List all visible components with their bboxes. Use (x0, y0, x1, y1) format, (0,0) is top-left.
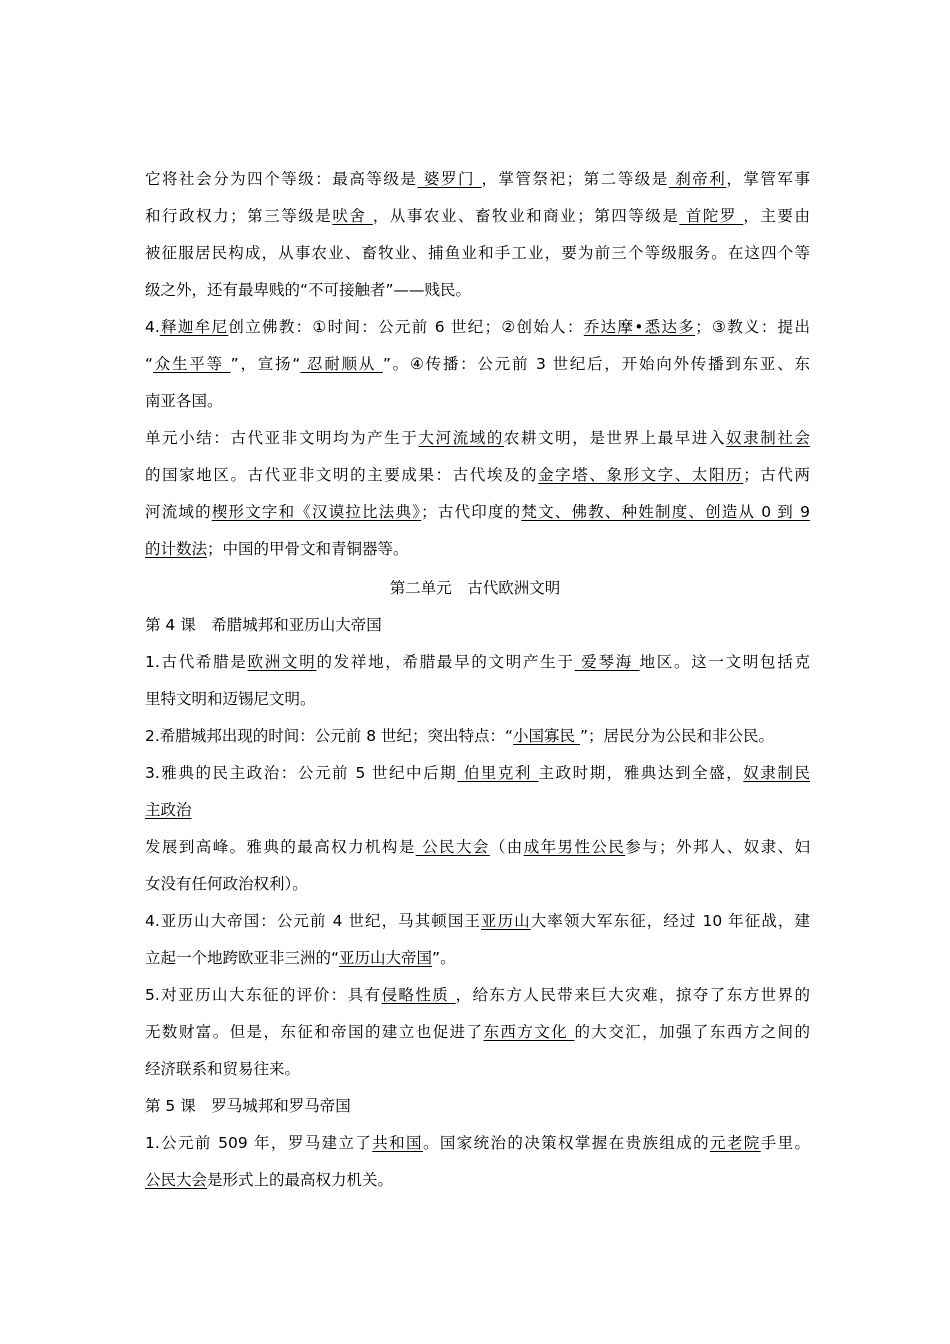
text-segment: 的大交汇，加强了东西方之间的 (574, 1023, 810, 1041)
text-segment: 主政时期，雅典达到全盛， (538, 764, 744, 782)
text-line (145, 1169, 810, 1191)
text-line (145, 651, 810, 673)
text-line (145, 910, 810, 932)
text-segment: 2.希腊城邦出现的时间：公元前 8 世纪；突出特点：“ (145, 727, 514, 745)
text-segment: ”；居民分为公民和非公民。 (579, 727, 775, 745)
underlined-answer: 金字塔、象形文字、太阳历 (538, 466, 744, 484)
text-segment: 女没有任何政治权利）。 (145, 875, 308, 893)
text-line (145, 614, 810, 636)
text-segment: 第 5 课 罗马城邦和罗马帝国 (145, 1097, 351, 1115)
text-line (145, 538, 810, 560)
text-line (145, 501, 810, 523)
text-segment: 农耕文明，是世界上最早进入 (503, 429, 727, 447)
underlined-answer: 公民大会 (415, 838, 490, 856)
underlined-answer: 公民大会 (145, 1171, 208, 1189)
text-segment: 。国家统治的决策权掌握在贵族组成的 (422, 1134, 711, 1152)
underlined-answer: 主政治 (145, 801, 192, 819)
text-segment: 5.对亚历山大东征的评价：具有 (145, 986, 382, 1004)
underlined-answer: 爱琴海 (574, 653, 640, 671)
text-segment: 第 4 课 希腊城邦和亚历山大帝国 (145, 616, 382, 634)
text-segment: 无数财富。但是，东征和帝国的建立也促进了 (145, 1023, 484, 1041)
underlined-answer: 侵略性质 (381, 986, 456, 1004)
text-line (145, 242, 810, 264)
text-line (145, 353, 810, 375)
underlined-answer: 奴隶制社会 (726, 429, 810, 447)
text-segment: ”。④传播：公元前 3 世纪后，开始向外传播到东亚、东 (382, 355, 810, 373)
underlined-answer: 亚历山 (481, 912, 531, 930)
unit-heading (0, 577, 950, 599)
underlined-answer: 小国寡民 (513, 727, 580, 745)
underlined-answer: 释迦牟尼 (159, 318, 229, 336)
text-line (145, 1132, 810, 1154)
text-segment: 发展到高峰。雅典的最高权力机构是 (145, 838, 416, 856)
text-line (145, 464, 810, 486)
text-segment: 4. (145, 318, 160, 336)
text-segment: 南亚各国。 (145, 392, 223, 410)
text-segment: 1.古代希腊是 (145, 653, 248, 671)
underlined-answer: 忍耐顺从 (300, 355, 383, 373)
text-line (145, 168, 810, 190)
text-line (145, 390, 810, 412)
text-line (145, 984, 810, 1006)
text-segment: ，主要由 (743, 207, 810, 225)
text-segment: ”，宣扬“ (230, 355, 301, 373)
text-line (145, 279, 810, 301)
underlined-answer: 婆罗门 (417, 170, 482, 188)
text-segment: 它将社会分为四个等级：最高等级是 (145, 170, 418, 188)
text-segment: ；古代印度的 (421, 503, 522, 521)
underlined-answer: 刹帝利 (668, 170, 727, 188)
text-segment: ；③教义：提出 (695, 318, 810, 336)
text-segment: 和行政权力；第三等级是 (145, 207, 333, 225)
text-segment: 立起一个地跨欧亚非三洲的“ (145, 949, 340, 967)
text-line (145, 205, 810, 227)
text-segment: ；古代两 (743, 466, 810, 484)
text-segment: 被征服居民构成，从事农业、畜牧业、捕鱼业和手工业，要为前三个等级服务。在这四个等 (145, 244, 810, 262)
text-segment: 经济联系和贸易往来。 (145, 1060, 301, 1078)
underlined-answer: 欧洲文明 (247, 653, 317, 671)
underlined-answer: 众生平等 (153, 355, 231, 373)
text-segment: 的发祥地，希腊最早的文明产生于 (316, 653, 575, 671)
text-segment: ”。 (432, 949, 456, 967)
text-segment: 级之外，还有最卑贱的“不可接触者”——贱民。 (145, 281, 472, 299)
underlined-answer: 亚历山大帝国 (339, 949, 433, 967)
text-line (145, 1021, 810, 1043)
text-segment: 是形式上的最高权力机关。 (207, 1171, 394, 1189)
text-segment: ，给东方人民带来巨大灾难，掠夺了东方世界的 (455, 986, 810, 1004)
text-segment: “ (145, 355, 154, 373)
text-segment: ；中国的甲骨文和青铜器等。 (207, 540, 409, 558)
text-segment: 3.雅典的民主政治：公元前 5 世纪中后期 (145, 764, 458, 782)
text-line (145, 1058, 810, 1080)
text-line (145, 316, 810, 338)
underlined-answer: 梵文、佛教、种姓制度、创造从 0 到 9 (521, 503, 810, 521)
underlined-answer: 大河流域的 (418, 429, 504, 447)
underlined-answer: 楔形文字和《汉谟拉比法典》 (211, 503, 422, 521)
text-segment: 创立佛教：①时间：公元前 6 世纪；②创始人： (228, 318, 584, 336)
text-segment: 单元小结：古代亚非文明均为产生于 (145, 429, 419, 447)
text-segment: 的国家地区。古代亚非文明的主要成果：古代埃及的 (145, 466, 539, 484)
text-segment: 地区。这一文明包括克 (639, 653, 810, 671)
underlined-answer: 东西方文化 (483, 1023, 575, 1041)
text-line (145, 947, 810, 969)
text-line (145, 762, 810, 784)
text-segment: 1.公元前 509 年，罗马建立了 (145, 1134, 373, 1152)
text-segment: ，掌管祭祀；第二等级是 (481, 170, 669, 188)
text-segment: （由 (489, 838, 524, 856)
text-segment: 大率领大军东征，经过 10 年征战，建 (530, 912, 810, 930)
text-segment: 4.亚历山大帝国：公元前 4 世纪，马其顿国王 (145, 912, 482, 930)
underlined-answer: 成年男性公民 (523, 838, 626, 856)
underlined-answer: 吠舍 (332, 207, 373, 225)
text-line (145, 836, 810, 858)
text-segment: 第二单元 古代欧洲文明 (389, 579, 561, 597)
underlined-answer: 伯里克利 (457, 764, 539, 782)
text-line (145, 725, 810, 747)
text-segment: 里特文明和迈锡尼文明。 (145, 690, 316, 708)
text-line (145, 1095, 810, 1117)
text-line (145, 873, 810, 895)
text-segment: ，从事农业、畜牧业和商业；第四等级是 (372, 207, 680, 225)
text-line (145, 688, 810, 710)
underlined-answer: 乔达摩•悉达多 (583, 318, 696, 336)
underlined-answer: 首陀罗 (679, 207, 744, 225)
underlined-answer: 的计数法 (145, 540, 208, 558)
text-segment: 河流域的 (145, 503, 212, 521)
text-line (145, 799, 810, 821)
text-segment: 参与；外邦人、奴隶、妇 (625, 838, 810, 856)
text-segment: ，掌管军事 (726, 170, 810, 188)
text-segment: 手里。 (760, 1134, 810, 1152)
underlined-answer: 共和国 (372, 1134, 423, 1152)
underlined-answer: 元老院 (710, 1134, 761, 1152)
underlined-answer: 奴隶制民 (743, 764, 810, 782)
text-line (145, 427, 810, 449)
